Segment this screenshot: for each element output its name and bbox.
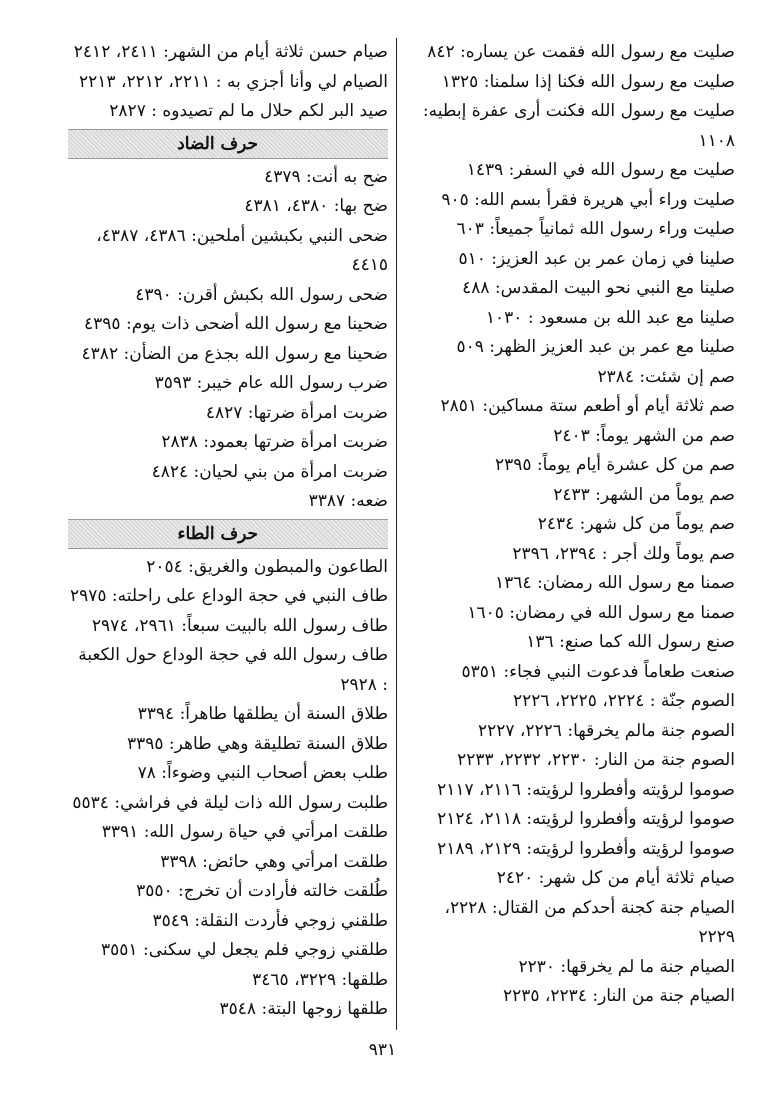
index-entry: صم يوماً من كل شهر: ٢٤٣٤ — [537, 514, 735, 534]
index-entry: ضربت امرأة ضرتها بعمود: ٢٨٣٨ — [161, 432, 388, 452]
index-entry: الصوم جنة من النار: ٢٢٣٠، ٢٢٣٢، ٢٢٣٣ — [457, 750, 735, 770]
index-entry: صم يوماً ولك أجر : ٢٣٩٤، ٢٣٩٦ — [512, 543, 735, 564]
index-entry: طلقها: ٣٢٢٩، ٣٤٦٥ — [252, 969, 388, 990]
index-entry: طلقها زوجها البتة: ٣٥٤٨ — [219, 999, 388, 1019]
index-entry: صوموا لرؤيته وأفطروا لرؤيته: ٢١١٨، ٢١٢٤ — [437, 809, 735, 829]
section-heading-dad — [68, 129, 388, 159]
index-entry: ضح به أنت: ٤٣٧٩ — [264, 166, 388, 187]
index-entry: صيد البر لكم حلال ما لم تصيدوه : ٢٨٢٧ — [109, 101, 388, 121]
section-heading-dad-label: حرف الضاد — [177, 133, 258, 154]
index-entry: طلب بعض أصحاب النبي وضوءاً: ٧٨ — [137, 763, 388, 783]
index-entry: صليت مع رسول الله في السفر: ١٤٣٩ — [466, 160, 735, 180]
section-heading-ta-label: حرف الطاء — [177, 523, 258, 544]
left-top-entries — [68, 38, 388, 127]
index-entry: ضربت امرأة ضرتها: ٤٨٢٧ — [205, 402, 388, 423]
index-entry: طاف رسول الله بالبيت سبعاً: ٢٩٦١، ٢٩٧٤ — [91, 615, 388, 636]
index-entry: الصوم جنّة : ٢٢٢٤، ٢٢٢٥، ٢٢٢٦ — [512, 691, 735, 711]
index-entry: صليت مع رسول الله فكنا إذا سلمنا: ١٣٢٥ — [441, 71, 735, 92]
index-entry: طلقت امرأتي في حياة رسول الله: ٣٣٩١ — [101, 822, 388, 842]
index-entry: صلينا مع النبي نحو البيت المقدس: ٤٨٨ — [462, 278, 735, 298]
index-entry: ضربت امرأة من بني لحيان: ٤٨٢٤ — [151, 461, 388, 482]
index-entry: الطاعون والمبطون والغريق: ٢٠٥٤ — [146, 556, 388, 577]
section-dad-entries — [68, 163, 388, 517]
index-entry: طلقني زوجي فلم يجعل لي سكنى: ٣٥٥١ — [101, 940, 388, 960]
index-entry: صم من كل عشرة أيام يوماً: ٢٣٩٥ — [495, 455, 735, 475]
index-entry: ضحينا مع رسول الله بجذع من الضأن: ٤٣٨٢ — [81, 343, 388, 364]
index-entry: صليت وراء رسول الله ثمانياً جميعاً: ٦٠٣ — [456, 219, 735, 239]
section-heading-ta — [68, 519, 388, 549]
index-entry: صم يوماً من الشهر: ٢٤٣٣ — [553, 484, 735, 505]
index-entry: صمنا مع رسول الله رمضان: ١٣٦٤ — [495, 573, 735, 593]
page-number: ٩٣١ — [368, 1040, 397, 1060]
index-entry: الصوم جنة مالم يخرقها: ٢٢٢٦، ٢٢٢٧ — [477, 720, 735, 741]
index-entry: صوموا لرؤيته وأفطروا لرؤيته: ٢١٢٩، ٢١٨٩ — [437, 838, 735, 859]
index-entry: صنع رسول الله كما صنع: ١٣٦ — [526, 632, 735, 652]
index-entry: صم إن شئت: ٢٣٨٤ — [597, 366, 735, 387]
index-entry: ضرب رسول الله عام خيبر: ٣٥٩٣ — [154, 373, 388, 393]
index-entry: ضعه: ٣٣٨٧ — [308, 491, 388, 511]
index-entry: طلاق السنة أن يطلقها طاهراً: ٣٣٩٤ — [137, 704, 388, 724]
index-entry: طلقت امرأتي وهي حائض: ٣٣٩٨ — [160, 851, 388, 872]
left-column — [68, 38, 388, 1025]
index-entry: الصيام جنة ما لم يخرقها: ٢٢٣٠ — [518, 956, 735, 977]
index-entry: طلبت رسول الله ذات ليلة في فراشي: ٥٥٣٤ — [72, 792, 388, 813]
index-entry: صليت مع رسول الله فكنت أرى عفرة إبطيه: ١١٠٨ — [422, 101, 735, 151]
index-entry: صليت مع رسول الله فقمت عن يساره: ٨٤٢ — [427, 42, 735, 62]
index-entry: الصيام جنة كجنة أحدكم من القتال: ٢٢٢٨، ٢٢٢٩ — [444, 897, 735, 947]
index-entry: طُلقت خالته فأرادت أن تخرج: ٣٥٥٠ — [136, 881, 388, 901]
index-entry: صلينا مع عبد الله بن مسعود : ١٠٣٠ — [485, 307, 735, 328]
index-entry: صيام ثلاثة أيام من كل شهر: ٢٤٢٠ — [496, 868, 735, 888]
index-entry: صلينا مع عمر بن عبد العزيز الظهر: ٥٠٩ — [456, 337, 735, 357]
index-entry: ضحى رسول الله بكبش أقرن: ٤٣٩٠ — [135, 284, 388, 305]
index-entry: الصيام جنة من النار: ٢٢٣٤، ٢٢٣٥ — [503, 986, 735, 1006]
index-entry: صوموا لرؤيته وأفطروا لرؤيته: ٢١١٦، ٢١١٧ — [437, 779, 735, 800]
index-entry: طلقني زوجي فأردت النقلة: ٣٥٤٩ — [152, 910, 388, 931]
index-entry: صمنا مع رسول الله في رمضان: ١٦٠٥ — [467, 602, 735, 623]
column-divider — [396, 38, 397, 1030]
index-entry: صليت وراء أبي هريرة فقرأ بسم الله: ٩٠٥ — [441, 189, 735, 210]
section-ta-entries — [68, 553, 388, 1025]
index-entry: ضح بها: ٤٣٨٠، ٤٣٨١ — [244, 196, 388, 216]
index-entry: ضحى النبي بكبشين أملحين: ٤٣٨٦، ٤٣٨٧، ٤٤١٥ — [96, 225, 388, 275]
index-entry: الصيام لي وأنا أجزي به : ٢٢١١، ٢٢١٢، ٢٢١٣ — [79, 71, 388, 92]
index-entry: ضحينا مع رسول الله أضحى ذات يوم: ٤٣٩٥ — [84, 314, 388, 334]
index-entry: صيام حسن ثلاثة أيام من الشهر: ٢٤١١، ٢٤١٢ — [73, 42, 388, 62]
index-entry: طاف النبي في حجة الوداع على راحلته: ٢٩٧٥ — [69, 586, 388, 606]
index-entry: صلينا في زمان عمر بن عبد العزيز: ٥١٠ — [458, 248, 735, 269]
index-entry: طلاق السنة تطليقة وهي طاهر: ٣٣٩٥ — [126, 733, 388, 754]
index-entry: صم ثلاثة أيام أو أطعم ستة مساكين: ٢٨٥١ — [440, 396, 735, 416]
right-column — [405, 38, 735, 1012]
index-entry: طاف رسول الله في حجة الوداع حول الكعبة : ٢٩٢٨ — [78, 645, 388, 695]
index-entry: صم من الشهر يوماً: ٢٤٠٣ — [553, 425, 735, 446]
index-entry: صنعت طعاماً فدعوت النبي فجاء: ٥٣٥١ — [461, 661, 735, 682]
